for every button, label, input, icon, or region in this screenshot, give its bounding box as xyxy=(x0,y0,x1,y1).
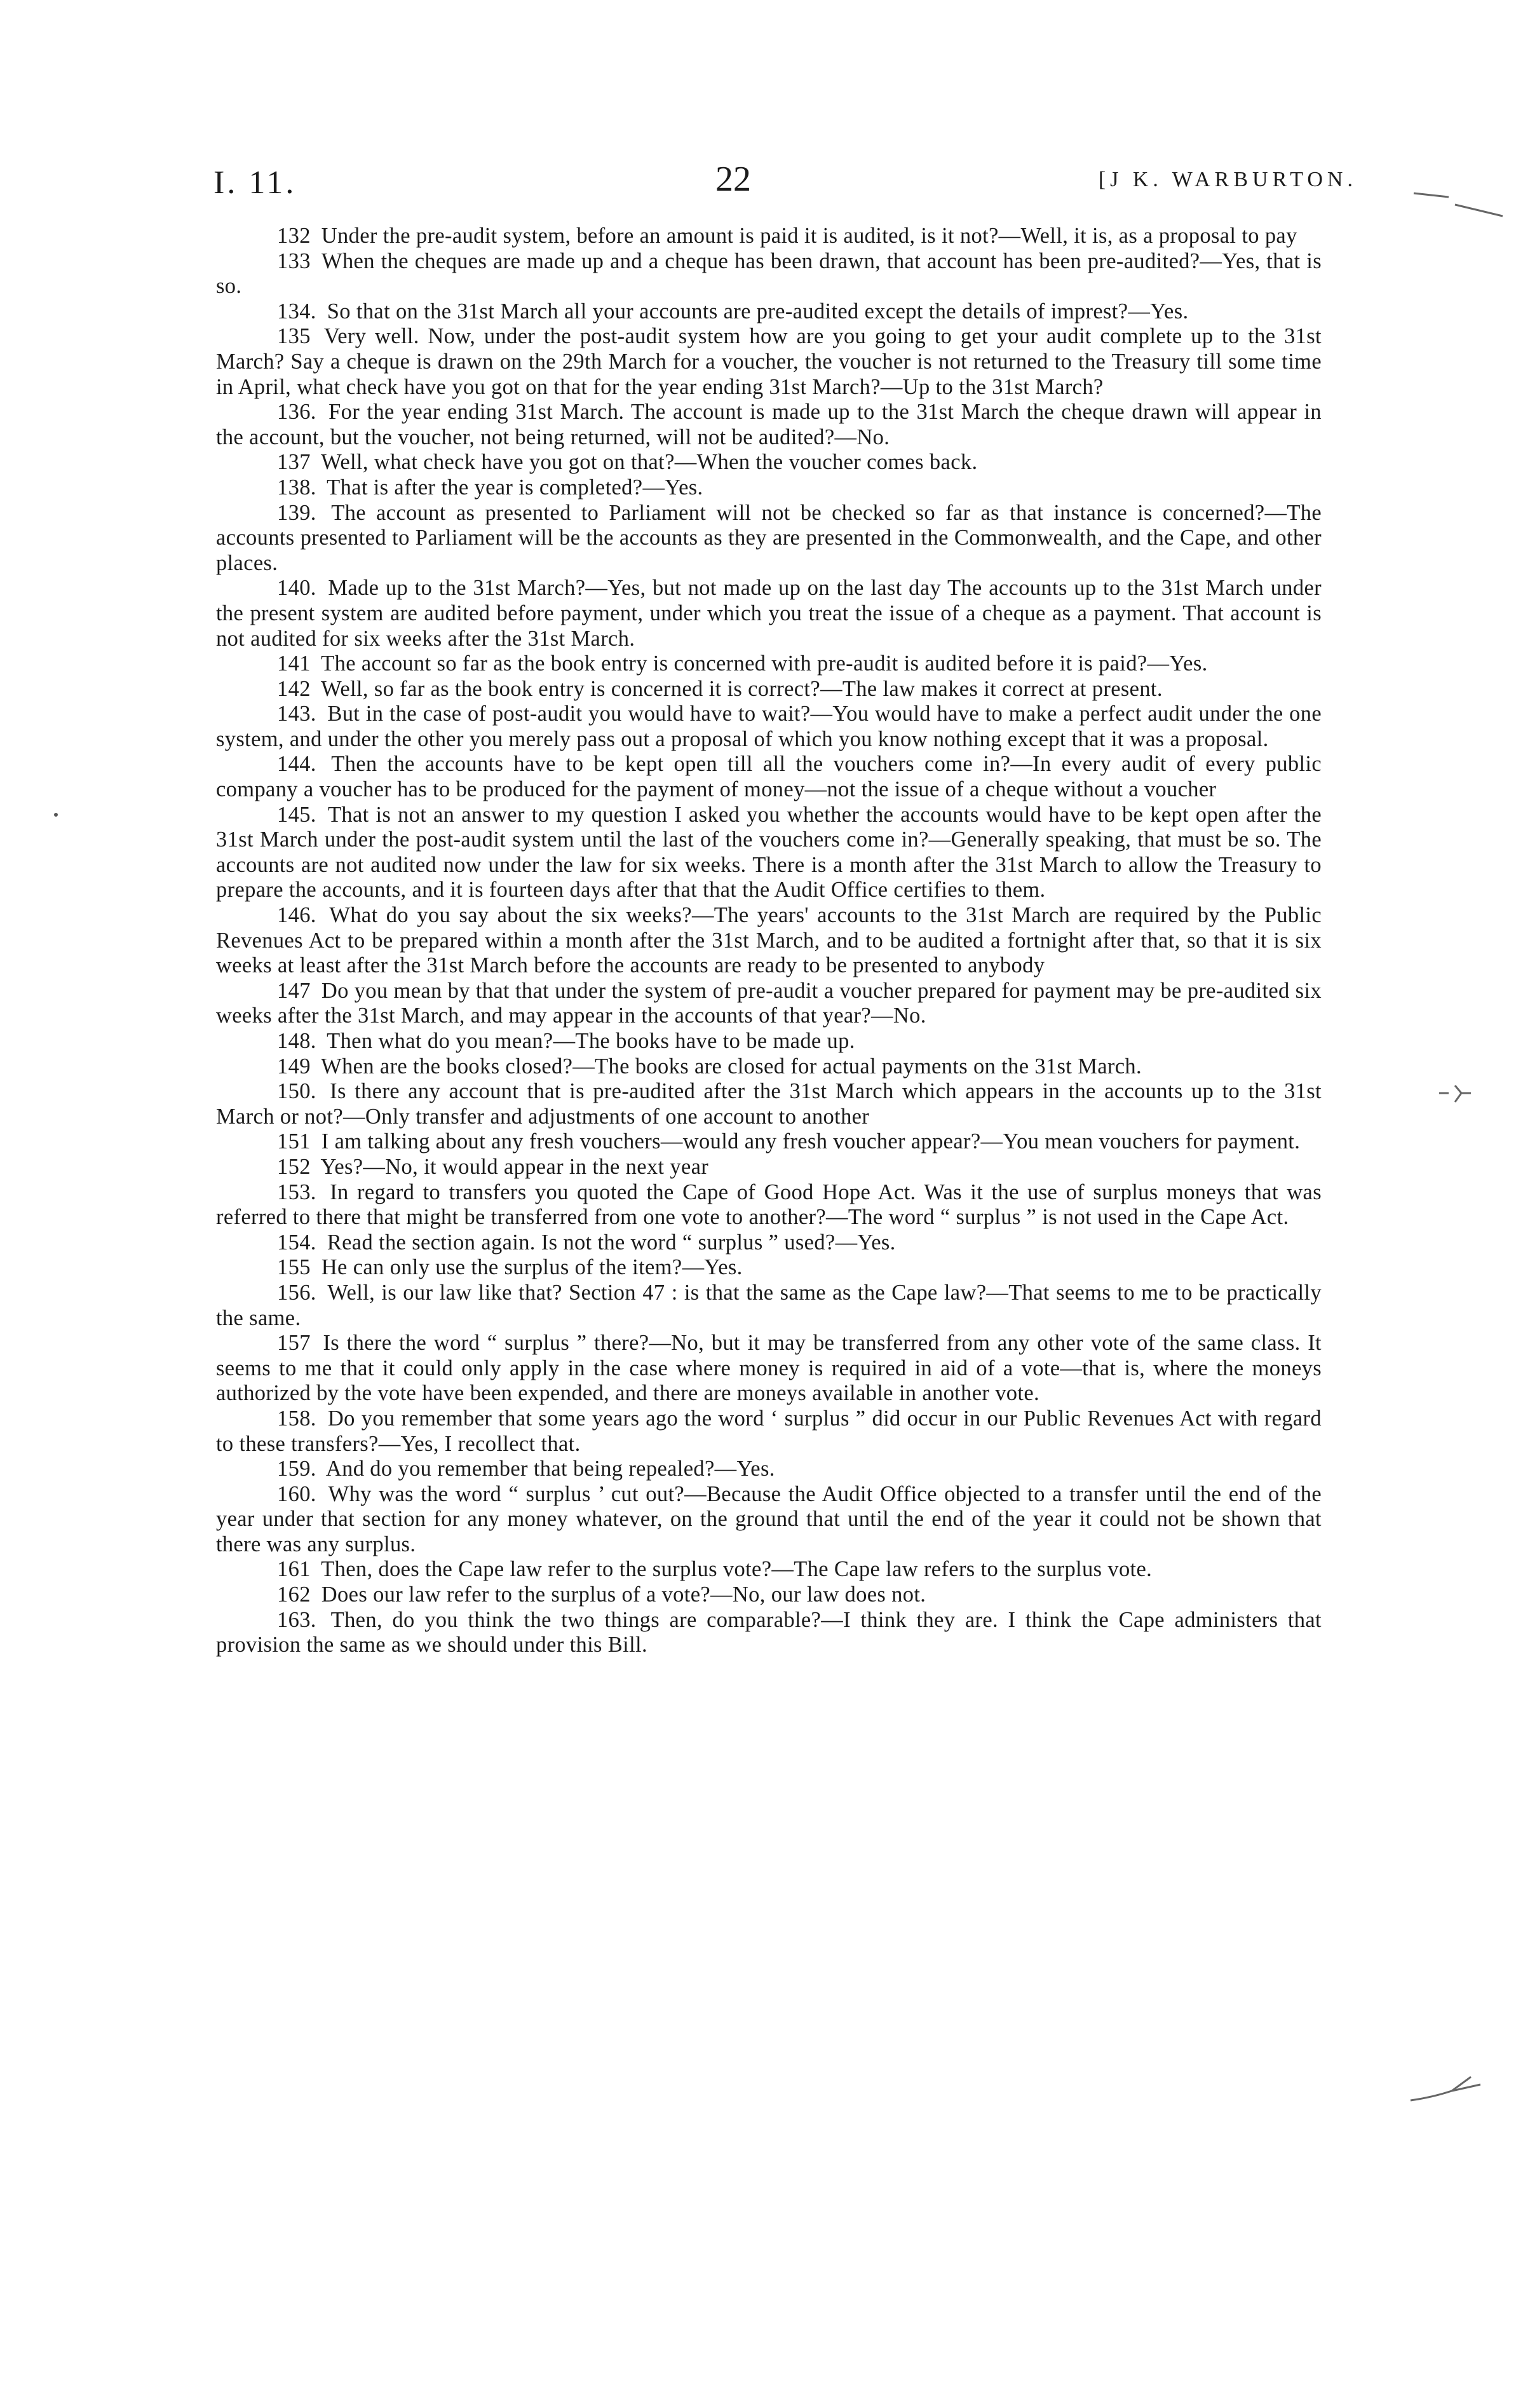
question-paragraph xyxy=(216,903,1322,979)
question-number: 158. xyxy=(277,1406,316,1431)
question-number: 142 xyxy=(277,676,311,701)
question-text: Is there any account that is pre-audited after the 31st March which appears in the accounts up to the 31st March or not?—Only transfer and adjustments of one account to another xyxy=(216,1079,1322,1129)
question-number: 154. xyxy=(277,1230,316,1255)
question-paragraph xyxy=(216,803,1322,903)
question-number: 135 xyxy=(277,324,311,349)
question-paragraph xyxy=(216,1079,1322,1129)
question-text: Very well. Now, under the post-audit system how are you going to get your audit complete up to the 31st March? Say a cheque is drawn on the 29th March for a voucher, the voucher is not returned to the Treasury till some time in April, what check have you got on that for the year ending 31st March?—Up to the 31st March? xyxy=(216,324,1322,399)
question-text: Well, what check have you got on that?—When the voucher comes back. xyxy=(321,450,978,475)
question-number: 138. xyxy=(277,475,316,500)
question-number: 151 xyxy=(277,1129,311,1154)
question-number: 132 xyxy=(277,224,311,248)
question-paragraph xyxy=(216,1281,1322,1331)
question-number: 145. xyxy=(277,802,316,827)
question-paragraph xyxy=(216,1155,1322,1180)
question-text: What do you say about the six weeks?—The years' accounts to the 31st March are required by the Public Revenues Act to be prepared within a month after the 31st March, and to be audited a fortnight after that, so that it is six weeks at least after the 31st March before the accounts are ready to be presented to anybody xyxy=(216,903,1322,978)
question-paragraph xyxy=(216,475,1322,501)
question-text: Read the section again. Is not the word “ surplus ” used?—Yes. xyxy=(327,1230,896,1255)
question-text: Then, does the Cape law refer to the surplus vote?—The Cape law refers to the surplus vote. xyxy=(321,1557,1153,1582)
question-paragraph xyxy=(216,677,1322,702)
question-number: 160. xyxy=(277,1481,316,1506)
question-number: 133 xyxy=(277,248,311,273)
question-paragraph xyxy=(216,1054,1322,1080)
question-text: That is after the year is completed?—Yes. xyxy=(327,475,703,500)
question-text: In regard to transfers you quoted the Cape of Good Hope Act. Was it the use of surplus moneys that was referred to there that might be transferred from one vote to another?—The word “ surplus ” is not used in the Cape Act. xyxy=(216,1180,1322,1230)
page-number: 22 xyxy=(715,160,751,199)
question-number: 137 xyxy=(277,450,311,475)
question-text: When are the books closed?—The books are closed for actual payments on the 31st March. xyxy=(321,1054,1142,1078)
question-text: Yes?—No, it would appear in the next year xyxy=(320,1154,709,1179)
question-text: The account as presented to Parliament will not be checked so far as that instance is concerned?—The accounts presented to Parliament will be the accounts as they are presented in the Commonwealth, and the Cape, and other places. xyxy=(216,500,1322,575)
question-paragraph xyxy=(216,1582,1322,1608)
question-paragraph xyxy=(216,224,1322,249)
question-paragraph xyxy=(216,1482,1322,1558)
question-number: 161 xyxy=(277,1557,311,1582)
question-number: 163. xyxy=(277,1607,316,1632)
question-number: 156. xyxy=(277,1280,316,1305)
question-text: Then the accounts have to be kept open till all the vouchers come in?—In every audit of every public company a voucher has to be produced for the payment of money—not the issue of a cheque without a voucher xyxy=(216,752,1322,802)
question-text: When the cheques are made up and a cheque has been drawn, that account has been pre-audited?—Yes, that is so. xyxy=(216,248,1322,299)
margin-mark-top-right xyxy=(1411,186,1506,230)
question-text: So that on the 31st March all your accounts are pre-audited except the details of imprest?—Yes. xyxy=(327,299,1189,323)
margin-mark-left xyxy=(50,810,62,819)
question-text: Does our law refer to the surplus of a vote?—No, our law does not. xyxy=(321,1582,926,1607)
question-number: 147 xyxy=(277,978,311,1003)
question-paragraph xyxy=(216,1029,1322,1054)
question-paragraph xyxy=(216,979,1322,1029)
question-number: 139. xyxy=(277,500,316,525)
question-number: 150. xyxy=(277,1079,316,1104)
question-number: 140. xyxy=(277,576,316,601)
question-number: 144. xyxy=(277,752,316,777)
question-text: He can only use the surplus of the item?—Yes. xyxy=(321,1255,743,1280)
question-number: 143. xyxy=(277,702,316,726)
question-paragraph xyxy=(216,249,1322,299)
question-number: 162 xyxy=(277,1582,311,1607)
question-text: Why was the word “ surplus ’ cut out?—Because the Audit Office objected to a transfer until the end of the year under that section for any money whatever, on the ground that until the end of the year it could not be shown that there was any surplus. xyxy=(216,1481,1322,1556)
question-text: For the year ending 31st March. The account is made up to the 31st March the cheque drawn will appear in the account, but the voucher, not being returned, will not be audited?—No. xyxy=(216,400,1322,449)
question-text: Then, do you think the two things are comparable?—I think they are. I think the Cape administers that provision the same as we should under this Bill. xyxy=(216,1607,1322,1657)
questions-body xyxy=(216,224,1322,1658)
page-header xyxy=(213,160,1357,215)
question-text: I am talking about any fresh vouchers—would any fresh voucher appear?—You mean vouchers for payment. xyxy=(321,1129,1301,1154)
question-paragraph xyxy=(216,1129,1322,1155)
question-paragraph xyxy=(216,1255,1322,1281)
question-paragraph xyxy=(216,299,1322,325)
question-text: Then what do you mean?—The books have to be made up. xyxy=(327,1029,855,1053)
question-text: Is there the word “ surplus ” there?—No, but it may be transferred from any other vote of the same class. It seems to me that it could only apply in the case where money is required in aid of a vote—that is, where the moneys authorized by the vote have been expended, and there are moneys available in another vote. xyxy=(216,1331,1322,1406)
question-text: Well, is our law like that? Section 47 : is that the same as the Cape law?—That seems to me to be practically the same. xyxy=(216,1280,1322,1330)
question-paragraph xyxy=(216,1406,1322,1457)
question-number: 153. xyxy=(277,1180,316,1204)
question-paragraph xyxy=(216,1230,1322,1256)
question-text: Do you mean by that that under the system of pre-audit a voucher prepared for payment may be pre-audited six weeks after the 31st March, and may appear in the accounts of that year?—No. xyxy=(216,978,1322,1028)
question-paragraph xyxy=(216,1457,1322,1482)
question-paragraph xyxy=(216,651,1322,677)
question-text: The account so far as the book entry is concerned with pre-audit is audited before it is paid?—Yes. xyxy=(321,651,1208,676)
question-text: But in the case of post-audit you would have to wait?—You would have to make a perfect audit under the one system, and under the other you merely pass out a proposal of which you know nothing except that it was a proposal. xyxy=(216,702,1322,751)
question-paragraph xyxy=(216,501,1322,576)
question-number: 134. xyxy=(277,299,316,323)
question-number: 152 xyxy=(277,1154,311,1179)
question-text: Made up to the 31st March?—Yes, but not made up on the last day The accounts up to the 31st March under the present system are audited before payment, under which you treat the issue of a cheque as a payment. That account is not audited for six weeks after the 31st March. xyxy=(216,576,1322,651)
question-paragraph xyxy=(216,1608,1322,1658)
question-number: 157 xyxy=(277,1331,311,1356)
question-paragraph xyxy=(216,576,1322,651)
question-paragraph xyxy=(216,1331,1322,1406)
margin-mark-right-middle xyxy=(1436,1080,1474,1106)
question-number: 159. xyxy=(277,1457,316,1481)
question-paragraph xyxy=(216,752,1322,802)
document-reference: I. 11. xyxy=(213,165,297,201)
question-number: 146. xyxy=(277,903,316,928)
witness-name: [J K. WARBURTON. xyxy=(1098,168,1357,191)
question-text: That is not an answer to my question I asked you whether the accounts would have to be kept open after the 31st March under the post-audit system until the last of the vouchers come in?—Generally speaking, that must be so. The accounts are not audited now under the law for six weeks. There is a month after the 31st March to allow the Treasury to prepare the accounts, and it is fourteen days after that that the Audit Office certifies to them. xyxy=(216,802,1322,902)
question-number: 148. xyxy=(277,1029,316,1053)
question-number: 136. xyxy=(277,400,316,425)
question-paragraph xyxy=(216,450,1322,475)
question-text: Well, so far as the book entry is concerned it is correct?—The law makes it correct at present. xyxy=(321,676,1163,701)
question-paragraph xyxy=(216,1557,1322,1582)
question-text: Do you remember that some years ago the word ‘ surplus ” did occur in our Public Revenues Act with regard to these transfers?—Yes, I recollect that. xyxy=(216,1406,1322,1456)
question-text: Under the pre-audit system, before an amount is paid it is audited, is it not?—Well, it is, as a proposal to pay xyxy=(321,224,1297,248)
question-text: And do you remember that being repealed?—Yes. xyxy=(325,1457,775,1481)
question-paragraph xyxy=(216,1180,1322,1230)
question-number: 141 xyxy=(277,651,311,676)
question-number: 149 xyxy=(277,1054,311,1078)
question-paragraph xyxy=(216,324,1322,400)
question-paragraph xyxy=(216,400,1322,450)
margin-mark-bottom-right xyxy=(1407,2072,1484,2110)
question-paragraph xyxy=(216,702,1322,752)
question-number: 155 xyxy=(277,1255,311,1280)
